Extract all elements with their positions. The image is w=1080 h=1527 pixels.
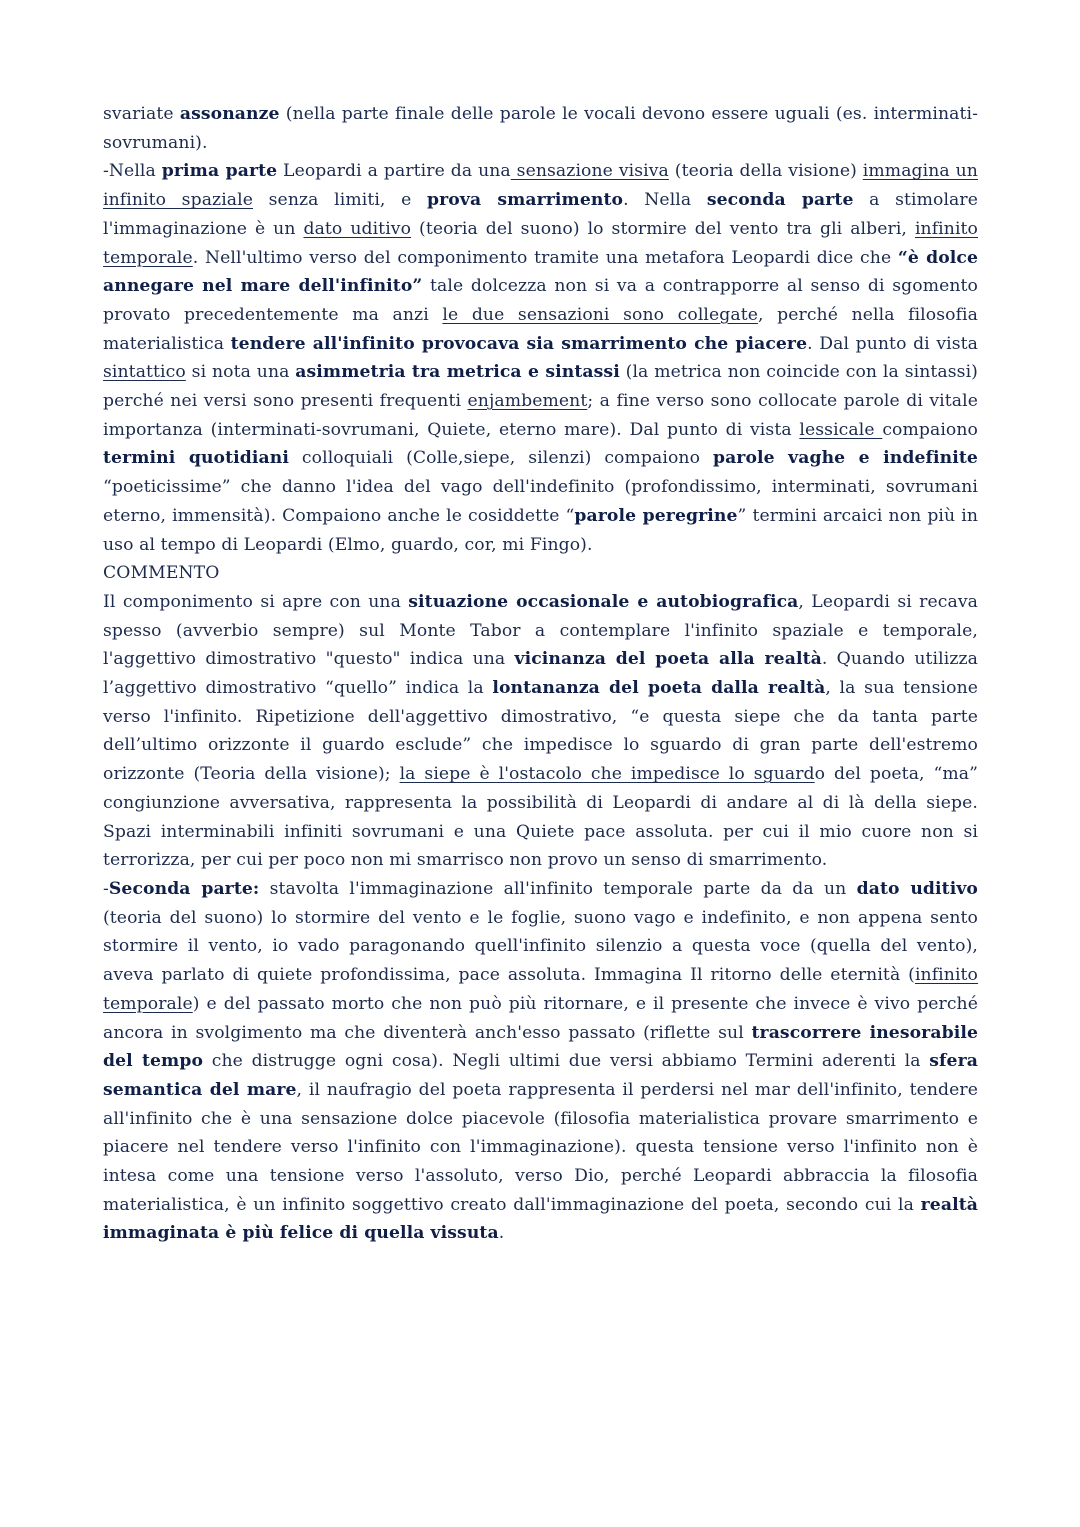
underlined-text: dato uditivo (303, 218, 412, 239)
text-run: ) e del passato morto che non può più ritornare, e il presente che invece è vivo perché ancora in svolgimento ma che diventerà anch'esso passato (riflette sul (103, 993, 978, 1043)
bold-text: sfera semantica del mare (103, 1051, 978, 1100)
underlined-text: le due sensazioni sono collegate (442, 304, 759, 325)
bold-text: realtà immaginata è più felice di quella vissuta (103, 1194, 978, 1244)
underlined-text: enjambement (467, 391, 588, 412)
text-run: , il naufragio del poeta rappresenta il perdersi nel mar dell'infinito, tendere all'infinito che è una sensazione dolce piacevole (filosofia materialistica provare smarrimento e piacere nel tendere verso l'infinito con l'immaginazione). questa tensione verso l'infinito non è intesa come una tensione verso l'assoluto, verso Dio, perché Leopardi abbraccia la filosofia materialistica, è un infinito soggettivo creato dall'immaginazione del poeta, secondo cui la (103, 1079, 978, 1215)
text-run: COMMENTO (103, 563, 220, 584)
bold-text: “è dolce annegare nel mare dell'infinito” (103, 247, 978, 297)
text-run: colloquiali (Colle,siepe, silenzi) compaiono (288, 448, 713, 469)
commento-paragraph (103, 588, 978, 875)
text-run: a stimolare l'immaginazione è un (103, 190, 978, 239)
text-run: ; a fine verso sono collocate parole di vitale importanza (interminati-sovrumani, Quiete, eterno mare). Dal punto di vista (103, 391, 978, 440)
text-run: . Nell'ultimo verso del componimento tramite una metafora Leopardi dice che (192, 247, 898, 268)
commento-heading (103, 559, 978, 588)
text-run: “poeticissime” che danno l'idea del vago dell'indefinito (profondissimo, interminati, sovrumani eterno, immensità). Compaiono anche le cosiddette “ (103, 477, 978, 526)
bold-text: tendere all'infinito provocava sia smarrimento che piacere (230, 333, 808, 354)
bold-text: trascorrere inesorabile del tempo (103, 1022, 978, 1072)
bold-text: prova smarrimento (427, 190, 624, 211)
intro-paragraph (103, 100, 978, 157)
underlined-text: sintattico (103, 362, 186, 383)
text-run: Leopardi a partire da una (277, 161, 511, 182)
underlined-text: sensazione visiva (510, 161, 669, 182)
text-run: , Leopardi si recava spesso (avverbio sempre) sul Monte Tabor a contemplare l'infinito spaziale e temporale, l'aggettivo dimostrativo "questo" indica una (103, 591, 978, 670)
text-run: . (498, 1223, 505, 1244)
bold-text: Seconda parte: (108, 878, 260, 899)
text-run: , perché nella filosofia materialistica (103, 304, 978, 354)
text-run: si nota una (185, 362, 296, 383)
bold-text: parole peregrine (574, 505, 738, 526)
text-run: ” termini arcaici non più in uso al tempo di Leopardi (Elmo, guardo, cor, mi Fingo). (103, 505, 978, 555)
bold-text: parole vaghe e indefinite (712, 448, 978, 469)
underlined-text: la siepe è l'ostacolo che impedisce lo sguard (399, 764, 815, 785)
text-run: . Dal punto di vista (807, 333, 979, 354)
bold-text: vicinanza del poeta alla realtà (514, 649, 822, 670)
bold-text: seconda parte (706, 190, 854, 211)
text-run: senza limiti, e (253, 190, 428, 211)
bold-text: prima parte (161, 161, 278, 182)
text-run: , la sua tensione verso l'infinito. Ripetizione dell'aggettivo dimostrativo, “e questa siepe che da tanta parte dell’ultimo orizzonte il guardo esclude” che impedisce lo sguardo di gran parte dell'estremo orizzonte (Teoria della visione); (103, 678, 979, 785)
underlined-text: lessicale (799, 419, 883, 440)
seconda-parte-paragraph (103, 875, 978, 1248)
text-run: (nella parte finale delle parole le vocali devono essere uguali (es. interminati-sovrumani). (103, 104, 978, 153)
analysis-paragraph (103, 157, 978, 559)
underlined-text: immagina un infinito spaziale (103, 161, 978, 211)
text-run: che distrugge ogni cosa). Negli ultimi due versi abbiamo Termini aderenti la (203, 1051, 930, 1072)
bold-text: dato uditivo (856, 878, 978, 899)
text-run: Il componimento si apre con una (103, 591, 409, 612)
text-run: (teoria del suono) lo stormire del vento e le foglie, suono vago e indefinito, e non appena sento stormire il vento, io vado paragonando quell'infinito silenzio a questa voce (quella del vento), aveva parlato di quiete profondissima, pace assoluta. Immagina Il ritorno delle eternità ( (103, 907, 978, 986)
underlined-text: infinito temporale (103, 965, 978, 1014)
text-run: compaiono (882, 419, 978, 440)
document-page (103, 100, 978, 1248)
text-run: svariate (103, 104, 180, 124)
text-run: (teoria del suono) lo stormire del vento tra gli alberi, (411, 218, 915, 239)
text-run: -Nella (103, 161, 162, 182)
bold-text: situazione occasionale e autobiografica (408, 591, 799, 612)
bold-text: asimmetria tra metrica e sintassi (295, 362, 620, 383)
bold-text: lontananza del poeta dalla realtà (492, 678, 826, 699)
bold-text: termini quotidiani (103, 448, 289, 469)
text-run: - (103, 878, 109, 899)
text-run: (la metrica non coincide con la sintassi) perché nei versi sono presenti frequenti (103, 362, 978, 412)
bold-text: assonanze (179, 104, 280, 124)
text-run: o del poeta, “ma” congiunzione avversativa, rappresenta la possibilità di Leopardi di andare al di là della siepe. Spazi interminabili infiniti sovrumani e una Quiete pace assoluta. per cui il mio cuore non si terrorizza, per cui per poco non mi smarrisco non provo un senso di smarrimento. (103, 764, 979, 871)
underlined-text: infinito temporale (103, 218, 978, 268)
text-run: . Nella (623, 190, 707, 211)
text-run: . Quando utilizza l’aggettivo dimostrativo “quello” indica la (103, 649, 978, 699)
text-run: stavolta l'immaginazione all'infinito temporale parte da da un (259, 878, 857, 899)
text-run: (teoria della visione) (668, 161, 863, 182)
text-run: tale dolcezza non si va a contrapporre al senso di sgomento provato precedentemente ma anzi (103, 276, 978, 325)
